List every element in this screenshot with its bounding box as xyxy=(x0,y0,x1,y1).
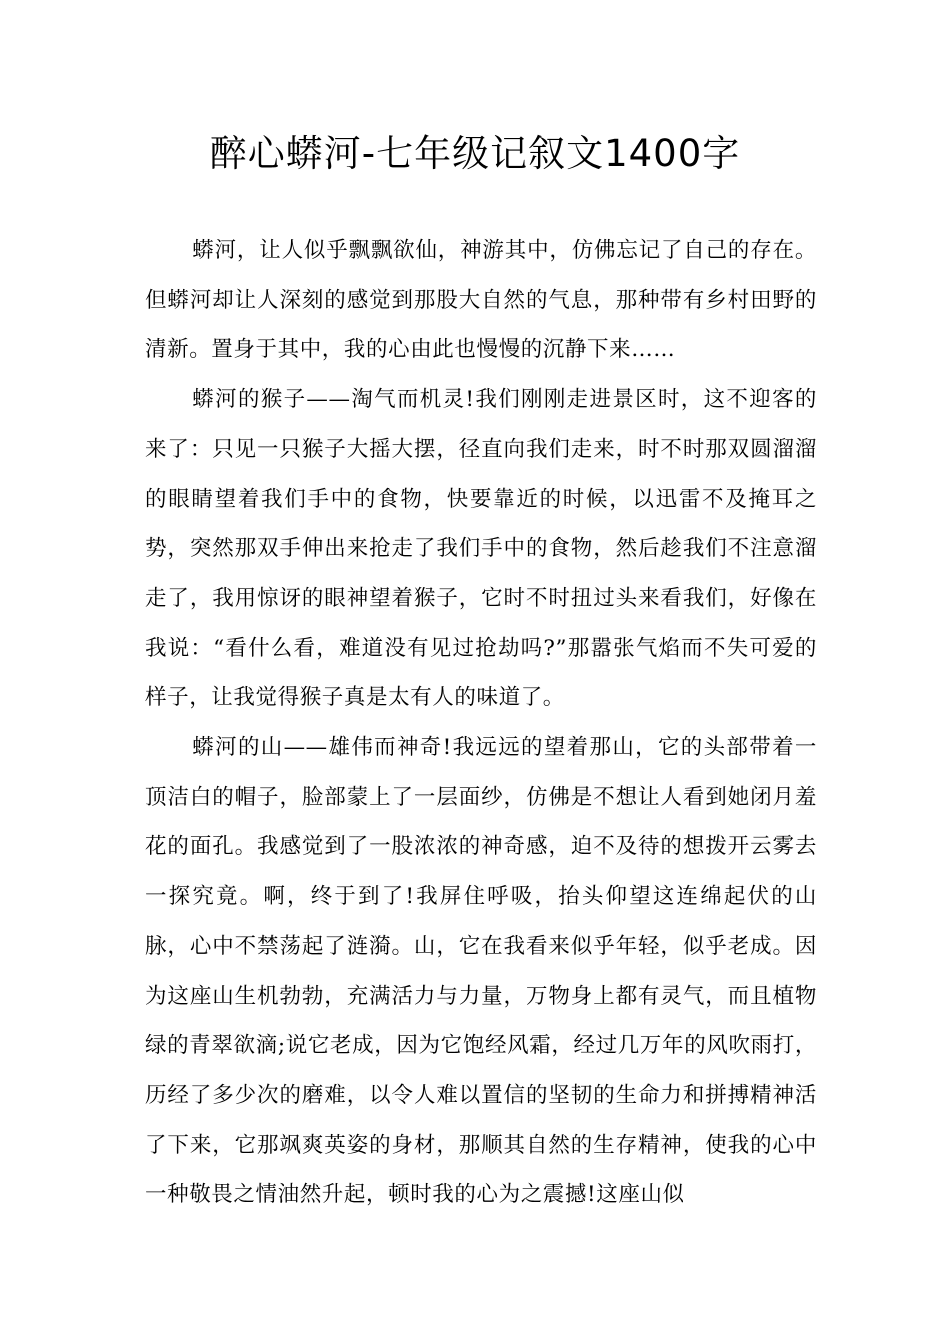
paragraph: 蟒河的山——雄伟而神奇!我远远的望着那山，它的头部带着一顶洁白的帽子，脸部蒙上了一层面纱，仿佛是不想让人看到她闭月羞花的面孔。我感觉到了一股浓浓的神奇感，迫不及待的想拨开云雾去一探究竟。啊，终于到了!我屏住呼吸，抬头仰望这连绵起伏的山脉，心中不禁荡起了涟漪。山，它在我看来似乎年轻，似乎老成。因为这座山生机勃勃，充满活力与力量，万物身上都有灵气，而且植物绿的青翠欲滴;说它老成，因为它饱经风霜，经过几万年的风吹雨打，历经了多少次的磨难，以令人难以置信的坚韧的生命力和拼搏精神活了下来，它那飒爽英姿的身材，那顺其自然的生存精神，使我的心中一种敬畏之情油然升起，顿时我的心为之震撼!这座山似 xyxy=(145,735,817,1208)
document-body xyxy=(145,226,817,1220)
paragraph: 蟒河的猴子——淘气而机灵!我们刚刚走进景区时，这不迎客的来了：只见一只猴子大摇大摆，径直向我们走来，时不时那双圆溜溜的眼睛望着我们手中的食物，快要靠近的时候，以迅雷不及掩耳之势，突然那双手伸出来抢走了我们手中的食物，然后趁我们不注意溜走了，我用惊讶的眼神望着猴子，它时不时扭过头来看我们，好像在我说：“看什么看，难道没有见过抢劫吗?”那嚣张气焰而不失可爱的样子，让我觉得猴子真是太有人的味道了。 xyxy=(145,387,817,711)
document-title: 醉心蟒河-七年级记叙文1400字 xyxy=(209,132,741,175)
paragraph: 蟒河，让人似乎飘飘欲仙，神游其中，仿佛忘记了自己的存在。但蟒河却让人深刻的感觉到那股大自然的气息，那种带有乡村田野的清新。置身于其中，我的心由此也慢慢的沉静下来…… xyxy=(145,238,817,363)
